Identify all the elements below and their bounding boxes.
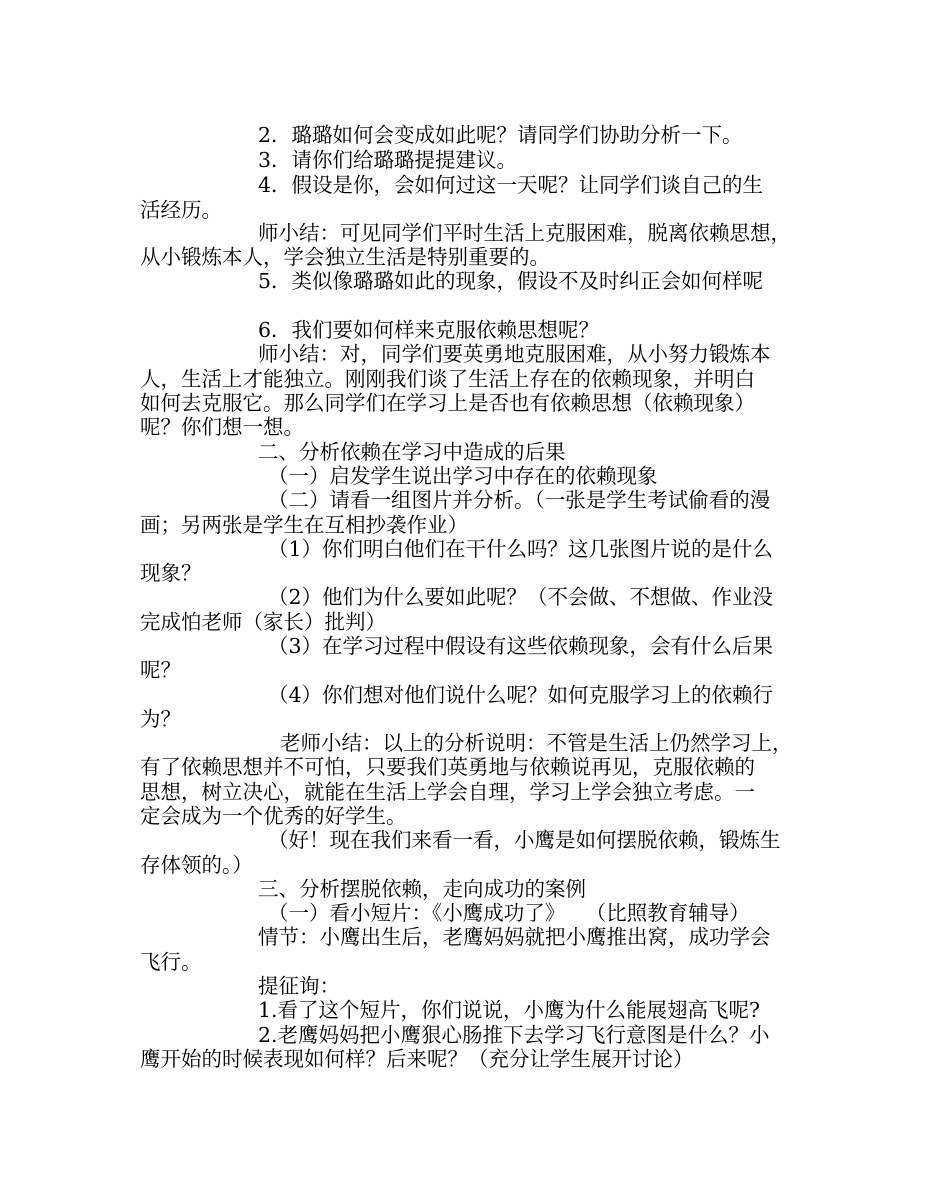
text-line: （1）你们明白他们在干什么吗？这几张图片说的是什么: [268, 537, 774, 561]
text-line: 师小结：可见同学们平时生活上克服困难，脱离依赖思想，: [258, 221, 791, 245]
text-line: 从小锻炼本人，学会独立生活是特别重要的。: [140, 245, 550, 269]
text-line: （4）你们想对他们说什么呢？如何克服学习上的依赖行: [268, 683, 774, 707]
text-line: 呢？: [140, 658, 181, 682]
text-line: （二）请看一组图片并分析。（一张是学生考试偷看的漫: [268, 488, 771, 512]
text-line: 飞行。: [140, 950, 202, 974]
text-line: 为？: [140, 707, 181, 731]
section-heading: 二、分析依赖在学习中造成的后果: [258, 440, 566, 464]
text-line: （好！现在我们来看一看，小鹰是如何摆脱依赖，锻炼生: [268, 828, 781, 852]
text-line: （一）看小短片：《小鹰成功了》 （比照教育辅导）: [268, 901, 750, 925]
text-line: 画；另两张是学生在互相抄袭作业）: [140, 513, 468, 537]
text-line: 鹰开始的时候表现如何样？后来呢？（充分让学生展开讨论）: [140, 1047, 694, 1071]
text-line: 情节：小鹰出生后，老鹰妈妈就把小鹰推出窝，成功学会: [258, 925, 771, 949]
text-line: 完成怕老师（家长）批判）: [140, 610, 386, 634]
text-line: 定会成为一个优秀的好学生。: [140, 804, 407, 828]
text-line: 存体领的。）: [140, 853, 253, 877]
section-heading: 三、分析摆脱依赖，走向成功的案例: [258, 877, 586, 901]
text-line: 人，生活上才能独立。刚刚我们谈了生活上存在的依赖现象，并明白: [140, 367, 755, 391]
text-line: 1.看了这个短片，你们说说，小鹰为什么能展翅高飞呢?: [258, 998, 761, 1022]
text-line: 有了依赖思想并不可怕，只要我们英勇地与依赖说再见，克服依赖的: [140, 755, 755, 779]
text-line: （3）在学习过程中假设有这些依赖现象，会有什么后果: [268, 634, 774, 658]
text-line: 6．我们要如何样来克服依赖思想呢？: [258, 318, 600, 342]
text-line: 如何去克服它。那么同学们在学习上是否也有依赖思想（依赖现象）: [140, 391, 755, 415]
text-line: 提征询：: [258, 974, 340, 998]
text-line: 4．假设是你，会如何过这一天呢？让同学们谈自己的生: [258, 173, 764, 197]
text-line: 2.老鹰妈妈把小鹰狠心肠推下去学习飞行意图是什么？小: [258, 1023, 770, 1047]
text-line: 现象？: [140, 561, 202, 585]
text-line: 老师小结：以上的分析说明：不管是生活上仍然学习上，: [280, 731, 793, 755]
text-line: 呢？你们想一想。: [140, 415, 304, 439]
text-line: 师小结：对，同学们要英勇地克服困难，从小努力锻炼本: [258, 342, 771, 366]
text-line: 5．类似像璐璐如此的现象，假设不及时纠正会如何样呢: [258, 269, 764, 293]
text-line: 活经历。: [140, 198, 222, 222]
text-line: （2）他们为什么要如此呢？（不会做、不想做、作业没: [268, 585, 774, 609]
text-line: 2．璐璐如何会变成如此呢？请同学们协助分析一下。: [258, 123, 743, 147]
text-line: 思想，树立决心，就能在生活上学会自理，学习上学会独立考虑。一: [140, 780, 755, 804]
text-line: （一）启发学生说出学习中存在的依赖现象: [268, 464, 658, 488]
text-line: 3．请你们给璐璐提提建议。: [258, 148, 518, 172]
